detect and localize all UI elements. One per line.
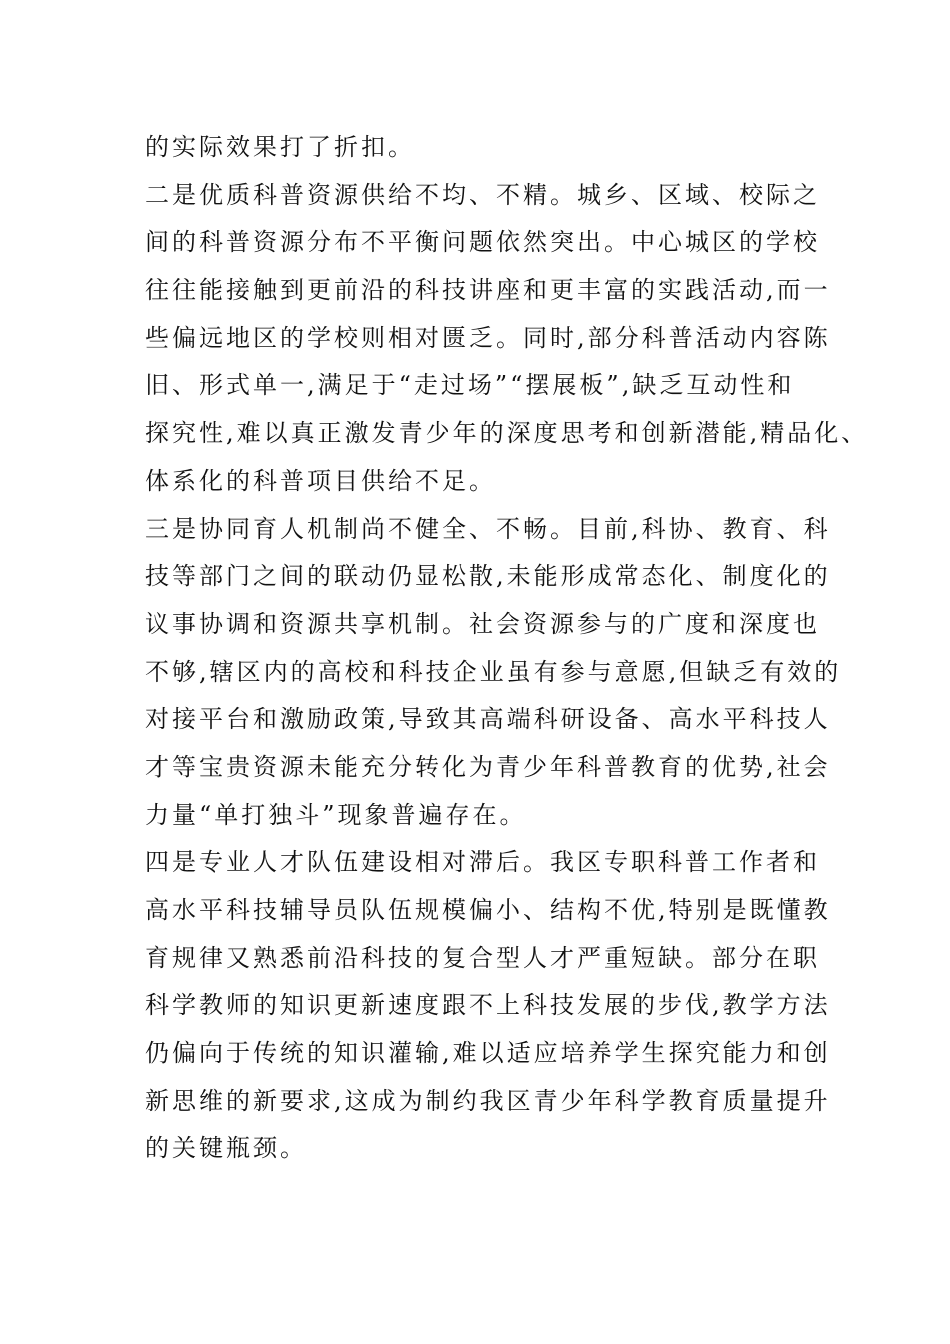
text-line: 育规律又熟悉前沿科技的复合型人才严重短缺。部分在职 (145, 943, 820, 972)
text-line: 科学教师的知识更新速度跟不上科技发展的步伐,教学方法 (145, 991, 831, 1020)
text-line: 新思维的新要求,这成为制约我区青少年科学教育质量提升 (145, 1086, 831, 1115)
text-line: 三是协同育人机制尚不健全、不畅。目前,科协、教育、科 (145, 514, 831, 543)
text-line: 高水平科技辅导员队伍规模偏小、结构不优,特别是既懂教 (145, 896, 831, 924)
text-line: 体系化的科普项目供给不足。 (145, 466, 496, 495)
text-line: 不够,辖区内的高校和科技企业虽有参与意愿,但缺乏有效的 (145, 657, 842, 686)
text-line: 二是优质科普资源供给不均、不精。城乡、区域、校际之 (145, 180, 820, 209)
text-line: 技等部门之间的联动仍显松散,未能形成常态化、制度化的 (145, 562, 831, 591)
text-line: 些偏远地区的学校则相对匮乏。同时,部分科普活动内容陈 (145, 323, 831, 352)
text-line: 往往能接触到更前沿的科技讲座和更丰富的实践活动,而一 (145, 276, 831, 305)
text-line: 的实际效果打了折扣。 (145, 133, 415, 161)
text-line: 仍偏向于传统的知识灌输,难以适应培养学生探究能力和创 (145, 1039, 831, 1068)
text-line: 议事协调和资源共享机制。社会资源参与的广度和深度也 (145, 609, 820, 638)
text-line: 四是专业人才队伍建设相对滞后。我区专职科普工作者和 (145, 848, 820, 877)
text-line: 间的科普资源分布不平衡问题依然突出。中心城区的学校 (145, 228, 820, 257)
text-line: 的关键瓶颈。 (145, 1134, 307, 1163)
text-line: 力量“单打独斗”现象普遍存在。 (145, 800, 527, 829)
text-line: 才等宝贵资源未能充分转化为青少年科普教育的优势,社会 (145, 752, 831, 781)
text-line: 旧、形式单一,满足于“走过场”“摆展板”,缺乏互动性和 (145, 371, 795, 400)
document-body (145, 124, 869, 1173)
text-line: 对接平台和激励政策,导致其高端科研设备、高水平科技人 (145, 705, 831, 734)
text-line: 探究性,难以真正激发青少年的深度思考和创新潜能,精品化、 (145, 419, 869, 448)
